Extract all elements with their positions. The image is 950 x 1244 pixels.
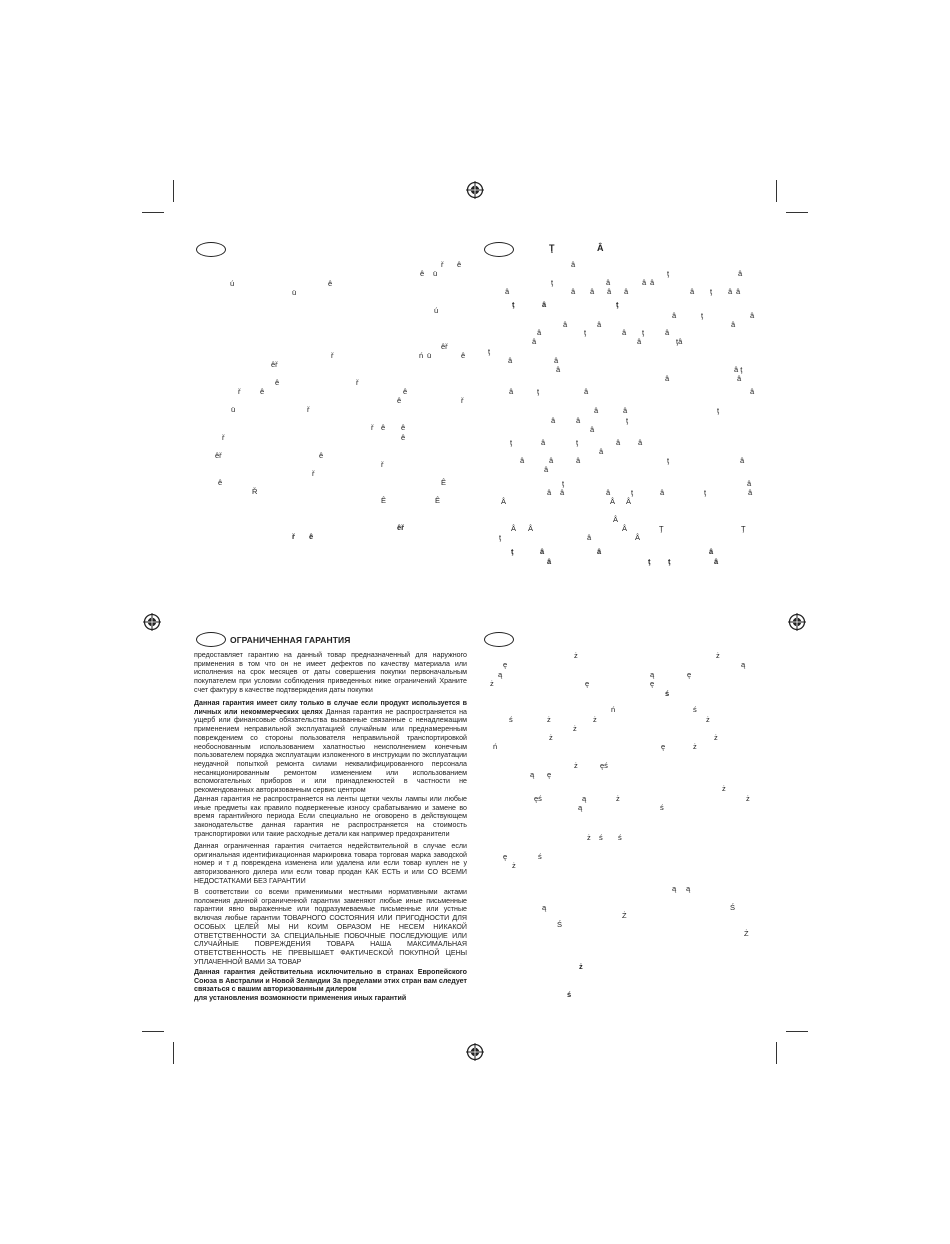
residual-glyph: ś	[665, 689, 670, 698]
residual-glyph: â ţ	[734, 365, 743, 374]
residual-glyph: Ś	[730, 903, 736, 912]
residual-glyph: êř	[441, 342, 448, 351]
residual-glyph: â	[505, 287, 510, 296]
residual-glyph: â	[549, 456, 554, 465]
residual-glyph: Ż	[622, 911, 627, 920]
residual-glyph: ś	[509, 715, 513, 724]
residual-glyph: â	[748, 488, 753, 497]
residual-glyph: ż	[573, 724, 577, 733]
residual-glyph: ę	[547, 770, 552, 779]
registration-mark-icon	[466, 1043, 484, 1061]
residual-glyph: â	[597, 320, 602, 329]
residual-glyph: Ê	[435, 496, 441, 505]
language-badge	[484, 632, 514, 647]
residual-glyph: ś	[618, 833, 622, 842]
residual-glyph: ţ	[562, 479, 565, 488]
residual-glyph: ż	[490, 679, 494, 688]
section-title: ОГРАНИЧЕННАЯ ГАРАНТИЯ	[230, 635, 351, 645]
residual-glyph: ţ	[710, 287, 713, 296]
residual-glyph: ą	[578, 803, 583, 812]
residual-glyph: â	[690, 287, 695, 296]
residual-glyph: ś	[567, 990, 572, 999]
residual-glyph: ś	[599, 833, 603, 842]
residual-glyph: â	[508, 356, 513, 365]
residual-glyph: ţ	[511, 547, 514, 556]
crop-mark	[173, 1042, 174, 1064]
residual-glyph: â	[576, 456, 581, 465]
residual-glyph: ţ	[642, 328, 645, 337]
residual-glyph: ę	[650, 679, 655, 688]
residual-glyph: Ê	[441, 478, 447, 487]
residual-glyph: Â	[511, 524, 517, 533]
residual-glyph: ţ	[667, 456, 670, 465]
residual-glyph: ţ	[717, 406, 720, 415]
crop-mark	[173, 180, 174, 202]
language-badge	[484, 242, 514, 257]
residual-glyph: ţ	[488, 347, 491, 356]
residual-glyph: â	[544, 465, 549, 474]
warranty-paragraph: предоставляет гарантию на данный товар предназначенный для наружного применения в том что он не имеет дефектов по качеству материала или исполнения на срок месяцев от даты совершения покупки первоначальным покупателем при условии соблюдения приведенных ниже ограничений Храните счет фактуру в качестве подтверждения даты покупки	[194, 651, 467, 694]
residual-glyph: â	[560, 488, 565, 497]
residual-glyph: â	[660, 488, 665, 497]
residual-glyph: Â	[501, 497, 507, 506]
crop-mark	[142, 1031, 164, 1032]
residual-glyph: â	[709, 547, 714, 556]
residual-glyph: ţâ	[676, 337, 683, 346]
residual-glyph: â	[594, 406, 599, 415]
residual-glyph: â	[520, 456, 525, 465]
residual-glyph: ż	[616, 794, 620, 803]
residual-glyph: ż	[579, 962, 583, 971]
residual-glyph: ê	[461, 351, 466, 360]
residual-glyph: ê	[381, 423, 386, 432]
residual-glyph: ţ	[667, 269, 670, 278]
residual-glyph: â	[607, 287, 612, 296]
residual-glyph: â	[642, 278, 647, 287]
residual-glyph: ê	[328, 279, 333, 288]
residual-glyph: ü	[427, 351, 432, 360]
warranty-paragraph	[194, 699, 467, 795]
residual-glyph: ń	[493, 742, 498, 751]
residual-glyph: â	[599, 447, 604, 456]
residual-glyph: ż	[593, 715, 597, 724]
residual-glyph: ń	[611, 705, 616, 714]
residual-glyph: â	[556, 365, 561, 374]
residual-glyph: ţ	[510, 438, 513, 447]
language-badge	[196, 632, 226, 647]
residual-glyph: Ż	[744, 929, 749, 938]
residual-glyph: ê	[319, 451, 324, 460]
residual-glyph: ż	[574, 761, 578, 770]
residual-glyph: â	[542, 300, 547, 309]
residual-glyph: ê	[420, 269, 425, 278]
residual-glyph: â	[606, 488, 611, 497]
crop-mark	[786, 1031, 808, 1032]
residual-glyph: ř	[222, 433, 225, 442]
residual-glyph: ę	[503, 660, 508, 669]
residual-glyph: ř	[441, 260, 444, 269]
residual-glyph: ą	[686, 884, 691, 893]
residual-glyph: â	[665, 374, 670, 383]
warranty-paragraph: Данная гарантия не распространяется на ленты щетки чехлы лампы или любые иные предметы как правило подверженные износу срабатыванию и замене во время гарантийного периода Если специально не оговорено в действующем законодательстве данная гарантия не распространяется на стоимость транспортировки или такие расходные детали как например предохранители	[194, 795, 467, 838]
residual-glyph: ż	[722, 784, 726, 793]
warranty-paragraph: В соответствии со всеми применимыми местными нормативными актами положения данной ограниченной гарантии заменяют любые иные письменные гарантии явно выраженные или подразумеваемые письменные или устные включая любые гарантии ТОВАРНОГО СОСТОЯНИЯ ИЛИ ПРИГОДНОСТИ ДЛЯ ОСОБЫХ ЦЕЛЕЙ МЫ НИ КОИМ ОБРАЗОМ НЕ НЕСЕМ НИКАКОЙ ОТВЕТСТВЕННОСТИ ЗА СПЕЦИАЛЬНЫЕ ПОБОЧНЫЕ ПОСЛЕДУЮЩИЕ ИЛИ СЛУЧАЙНЫЕ ПОВРЕЖДЕНИЯ ТОВАРА НАША МАКСИМАЛЬНАЯ ОТВЕТСТВЕННОСТЬ НЕ ПРЕВЫШАЕТ ФАКТИЧЕСКОЙ ПОКУПНОЙ ЦЕНЫ УПЛАЧЕННОЙ ВАМИ ЗА ТОВАР	[194, 888, 467, 966]
residual-glyph: â	[672, 311, 677, 320]
residual-glyph: â	[623, 406, 628, 415]
residual-glyph: ţ	[576, 438, 579, 447]
residual-glyph: â	[584, 387, 589, 396]
residual-glyph: â	[532, 337, 537, 346]
residual-glyph: â	[622, 328, 627, 337]
residual-glyph: ê	[401, 423, 406, 432]
residual-glyph: ę	[687, 670, 692, 679]
residual-glyph: ú	[230, 279, 235, 288]
residual-glyph: ţ	[648, 557, 651, 566]
residual-glyph: ê	[397, 396, 402, 405]
residual-glyph: ę	[503, 852, 508, 861]
residual-glyph: ż	[706, 715, 710, 724]
crop-mark	[786, 212, 808, 213]
residual-glyph: ż	[549, 733, 553, 742]
registration-mark-icon	[788, 613, 806, 631]
residual-glyph: ś	[538, 852, 542, 861]
residual-glyph: ţ	[512, 300, 515, 309]
residual-glyph: ř	[381, 460, 384, 469]
residual-glyph: ê	[275, 378, 280, 387]
residual-glyph: ţ	[551, 278, 554, 287]
warranty-emphasis: Данная гарантия имеет силу только в случае если продукт используется в личных или некоммерческих целях	[194, 699, 467, 716]
residual-glyph: â	[597, 547, 602, 556]
residual-glyph: â	[590, 287, 595, 296]
residual-glyph: ř	[331, 351, 334, 360]
residual-glyph: â	[551, 416, 556, 425]
residual-glyph: Ţ	[659, 524, 664, 533]
residual-glyph: ř	[461, 396, 464, 405]
residual-glyph: ż	[547, 715, 551, 724]
residual-glyph: ą	[542, 903, 547, 912]
residual-glyph: ę	[661, 742, 666, 751]
residual-glyph: â	[547, 557, 552, 566]
residual-glyph: â	[736, 287, 741, 296]
residual-glyph: ê	[218, 478, 223, 487]
registration-mark-icon	[466, 181, 484, 199]
residual-glyph: ą	[498, 670, 503, 679]
residual-glyph: Ê	[381, 496, 387, 505]
residual-glyph: Ś	[557, 920, 563, 929]
residual-glyph: ř	[371, 423, 374, 432]
residual-glyph: ê	[260, 387, 265, 396]
residual-glyph: â	[587, 533, 592, 542]
residual-glyph: ê	[401, 433, 406, 442]
residual-glyph: Ţ	[549, 243, 555, 253]
residual-glyph: ţ	[668, 557, 671, 566]
residual-glyph: ś	[660, 803, 664, 812]
residual-glyph: ţ	[626, 416, 629, 425]
residual-glyph: â	[737, 374, 742, 383]
language-badge	[196, 242, 226, 257]
residual-glyph: ż	[587, 833, 591, 842]
residual-glyph: â	[616, 438, 621, 447]
residual-glyph: â	[547, 488, 552, 497]
residual-glyph: ą	[650, 670, 655, 679]
residual-glyph: ê	[309, 532, 314, 541]
residual-glyph: Ř	[252, 487, 258, 496]
residual-glyph: Â	[610, 497, 616, 506]
registration-mark-icon	[143, 613, 161, 631]
residual-glyph: ţ	[704, 488, 707, 497]
residual-glyph: ř	[292, 532, 295, 541]
residual-glyph: Â	[635, 533, 641, 542]
residual-glyph: â	[540, 547, 545, 556]
residual-glyph: â	[537, 328, 542, 337]
residual-glyph: Â	[597, 243, 604, 253]
residual-glyph: ą	[530, 770, 535, 779]
residual-glyph: â	[563, 320, 568, 329]
residual-glyph: â	[650, 278, 655, 287]
residual-glyph: ü	[433, 269, 438, 278]
residual-glyph: êř	[271, 360, 278, 369]
residual-glyph: â	[571, 287, 576, 296]
residual-glyph: â	[606, 278, 611, 287]
residual-glyph: â	[576, 416, 581, 425]
residual-glyph: ř	[356, 378, 359, 387]
residual-glyph: â	[740, 456, 745, 465]
residual-glyph: ęś	[600, 761, 608, 770]
residual-glyph: ü	[292, 288, 297, 297]
warranty-paragraph: для установления возможности применения иных гарантий	[194, 994, 407, 1002]
residual-glyph: ż	[714, 733, 718, 742]
crop-mark	[776, 180, 777, 202]
residual-glyph: â	[541, 438, 546, 447]
residual-glyph: â	[728, 287, 733, 296]
residual-glyph: Â	[613, 515, 619, 524]
residual-glyph: ê	[457, 260, 462, 269]
residual-glyph: ś	[693, 705, 697, 714]
residual-glyph: ř	[238, 387, 241, 396]
residual-glyph: ęś	[534, 794, 542, 803]
residual-glyph: ż	[716, 651, 720, 660]
residual-glyph: â	[750, 311, 755, 320]
residual-glyph: ř	[312, 469, 315, 478]
residual-glyph: â	[590, 425, 595, 434]
residual-glyph: ę	[585, 679, 590, 688]
residual-glyph: â	[554, 356, 559, 365]
residual-glyph: â	[738, 269, 743, 278]
residual-glyph: Â	[622, 524, 628, 533]
residual-glyph: ż	[746, 794, 750, 803]
residual-glyph: â	[747, 479, 752, 488]
residual-glyph: â	[731, 320, 736, 329]
residual-glyph: ţ	[616, 300, 619, 309]
residual-glyph: ţ	[499, 533, 502, 542]
residual-glyph: ż	[574, 651, 578, 660]
residual-glyph: Ţ	[741, 524, 746, 533]
residual-glyph: ń	[419, 351, 424, 360]
warranty-text: Данная гарантия не распространяется на ущерб или финансовые обязательства вызванные связанные с ненадлежащим применением неправильной эксплуатацией случайным или преднамеренным повреждением со стороны пользователя неправильной транспортировкой необоснованным использованием халатностью неисполнением конечным пользователем порядка эксплуатации изложенного в инструкции по эксплуатации неудачной попыткой ремонта силами неквалифицированного персонала несанкционированным ремонтом изменением или использованием вспомогательных приборов и или принадлежностей в частности не рекомендованных авторизованным сервис центром	[194, 707, 467, 795]
residual-glyph: â	[571, 260, 576, 269]
residual-glyph: êř	[215, 451, 222, 460]
residual-glyph: â	[509, 387, 514, 396]
warranty-paragraph: Данная ограниченная гарантия считается недействительной в случае если оригинальная идентификационная маркировка товара торговая марка заводской номер и т д повреждена изменена или удалена или если товар куплен не у авторизованного дилера или если товар продан КАК ЕСТЬ и или СО ВСЕМИ НЕДОСТАТКАМИ БЕЗ ГАРАНТИИ	[194, 842, 467, 885]
residual-glyph: Â	[528, 524, 534, 533]
residual-glyph: ą	[672, 884, 677, 893]
residual-glyph: â	[637, 337, 642, 346]
residual-glyph: ż	[512, 861, 516, 870]
residual-glyph: â	[624, 287, 629, 296]
residual-glyph: ą	[741, 660, 746, 669]
residual-glyph: â	[638, 438, 643, 447]
residual-glyph: ü	[231, 405, 236, 414]
crop-mark	[776, 1042, 777, 1064]
residual-glyph: ţ	[584, 328, 587, 337]
residual-glyph: ê	[403, 387, 408, 396]
residual-glyph: â	[750, 387, 755, 396]
residual-glyph: ţ	[631, 488, 634, 497]
residual-glyph: â	[665, 328, 670, 337]
residual-glyph: ą	[582, 794, 587, 803]
crop-mark	[142, 212, 164, 213]
residual-glyph: Â	[626, 497, 632, 506]
residual-glyph: â	[714, 557, 719, 566]
residual-glyph: êř	[397, 523, 405, 532]
residual-glyph: ţ	[537, 387, 540, 396]
residual-glyph: ţ	[701, 311, 704, 320]
residual-glyph: ż	[693, 742, 697, 751]
residual-glyph: ř	[307, 405, 310, 414]
warranty-paragraph: Данная гарантия действительна исключительно в странах Европейского Союза в Австралии и Новой Зеландии За пределами этих стран вам следует связаться с вашим авторизованным дилером	[194, 968, 467, 994]
residual-glyph: ú	[434, 306, 439, 315]
